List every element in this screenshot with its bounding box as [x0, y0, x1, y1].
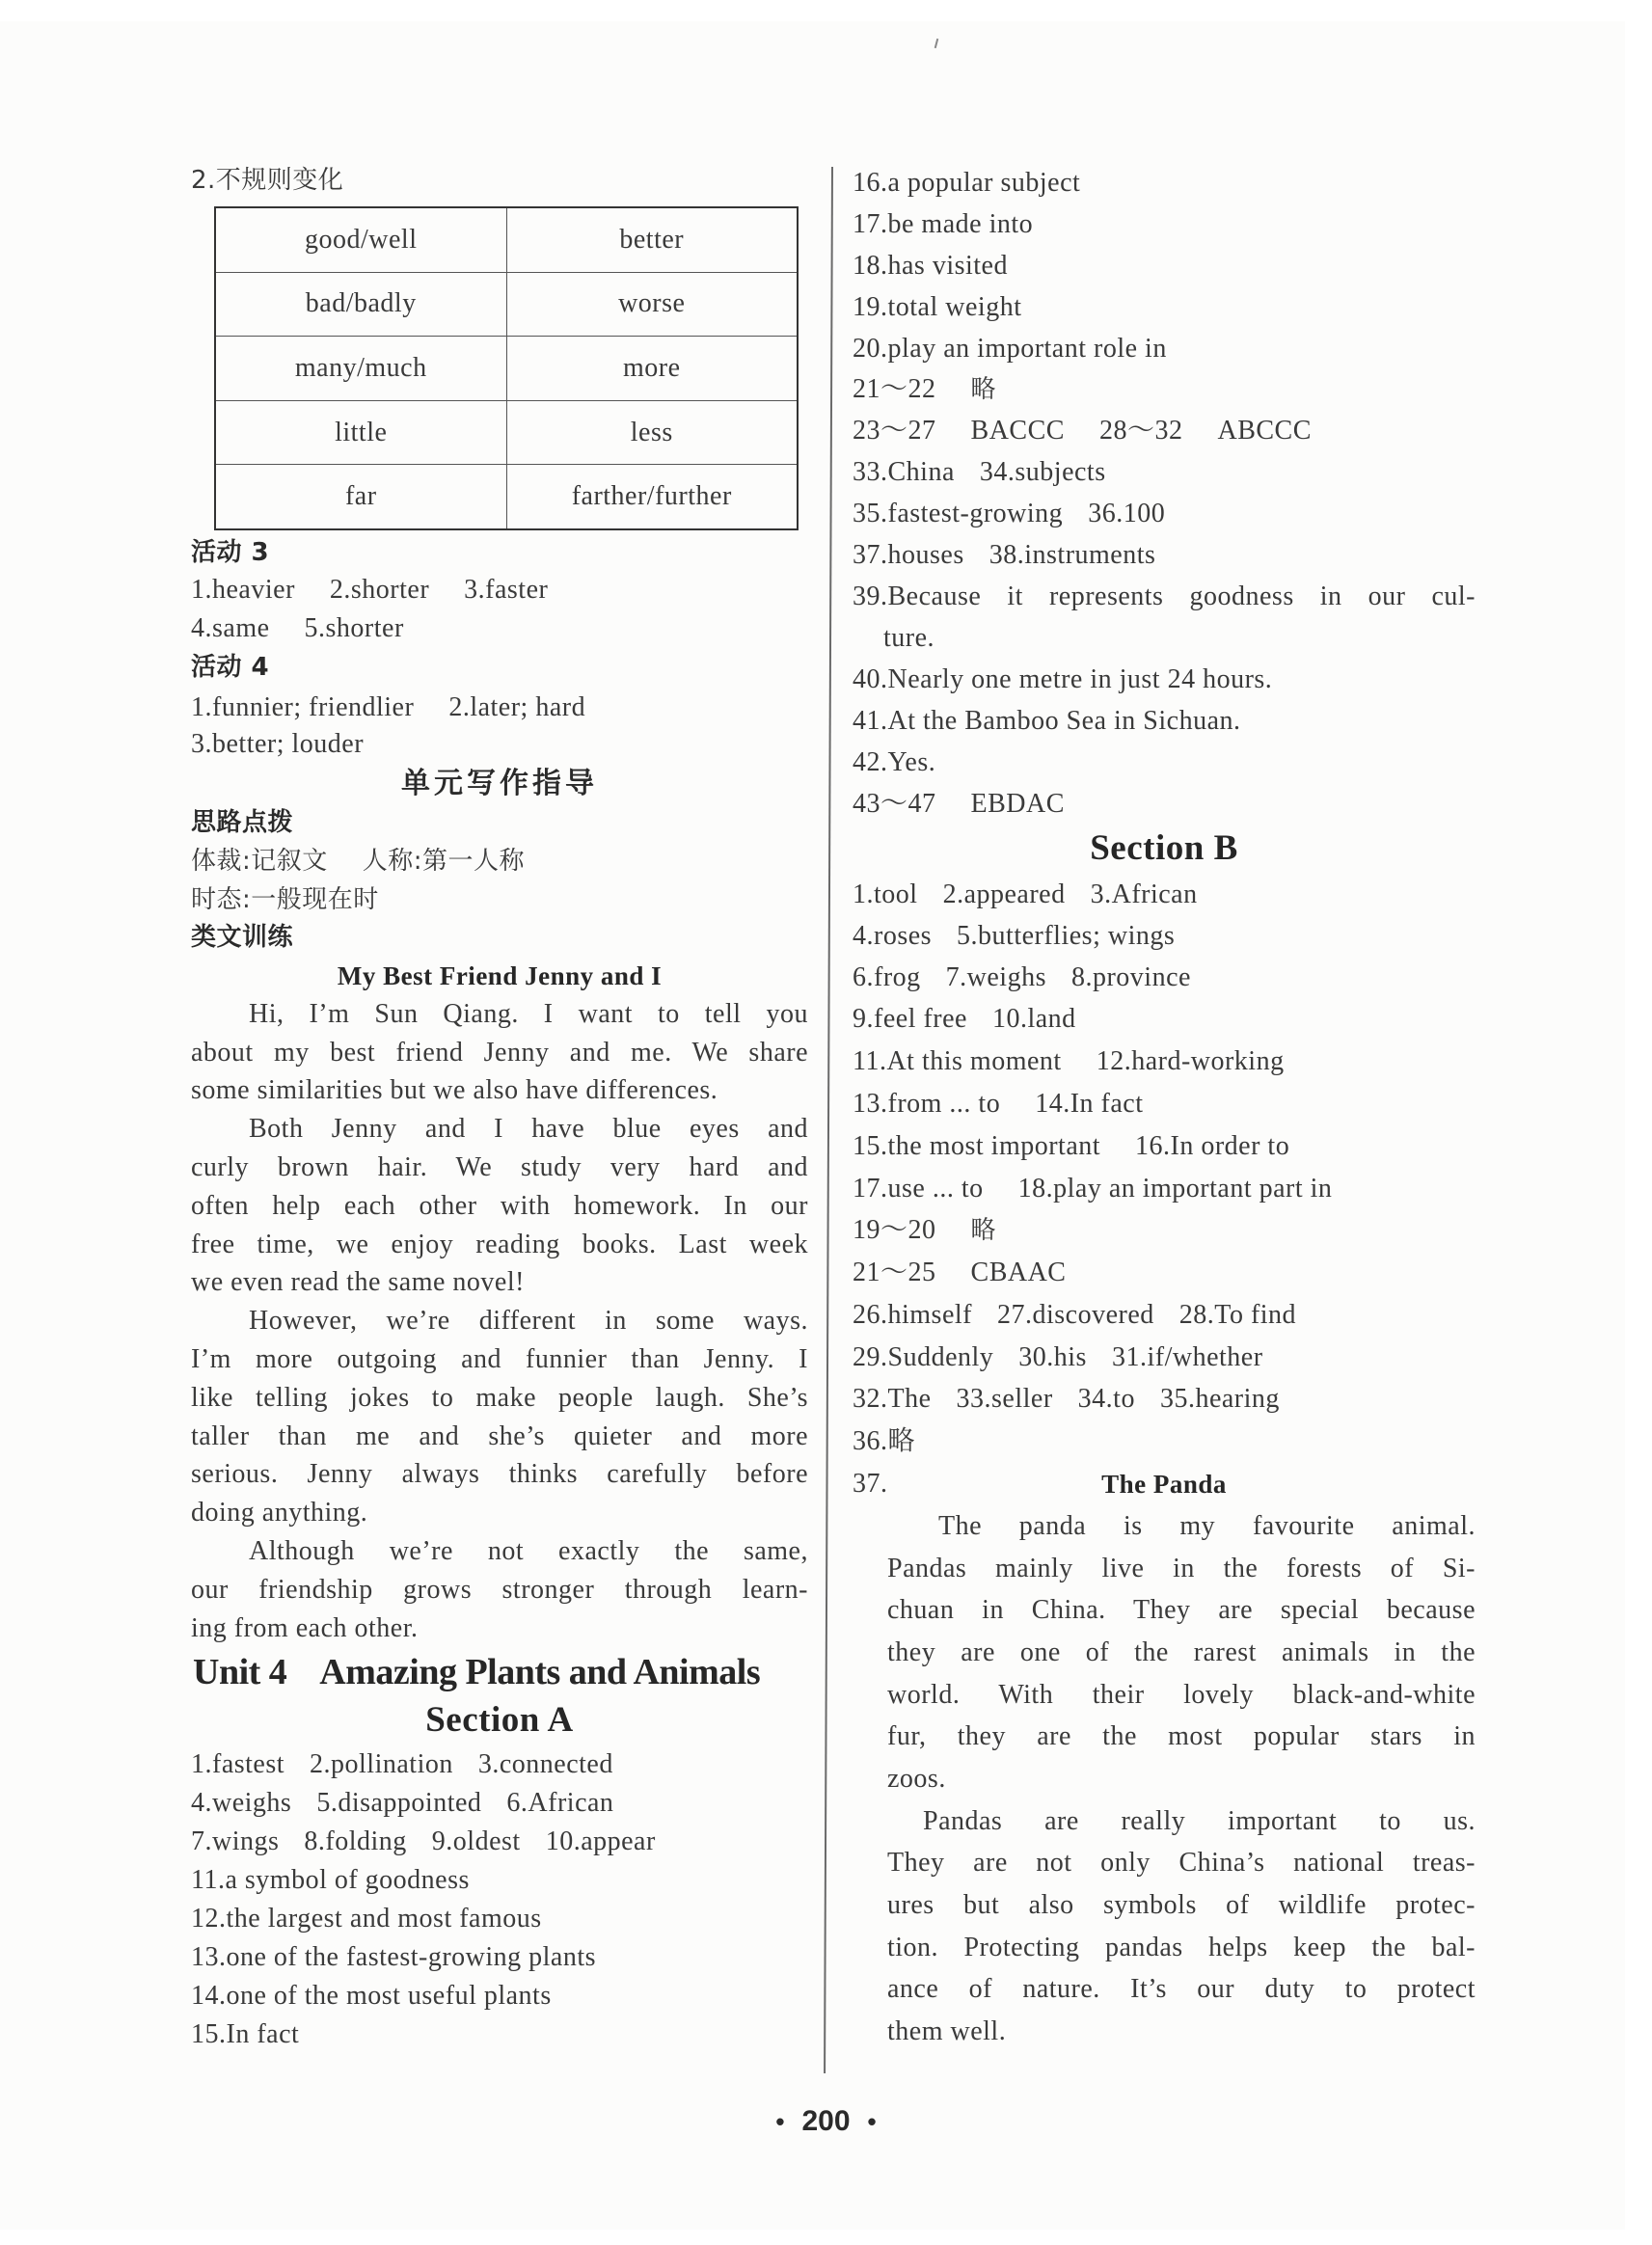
answer-line [853, 536, 1155, 575]
answer: 4.roses [853, 921, 933, 951]
table-cell: good/well [215, 207, 506, 272]
answer-line [853, 412, 1312, 450]
bullet-icon: • [867, 2107, 877, 2136]
answer: 30.his [1018, 1342, 1087, 1372]
table-cell: better [506, 207, 798, 272]
essay-line: taller than me and she’s quieter and more [191, 1421, 808, 1451]
answer: 略 [970, 375, 997, 404]
answer: 9.oldest [431, 1826, 521, 1856]
answer: 28.To find [1178, 1300, 1297, 1330]
unit-number: Unit 4 [193, 1652, 287, 1692]
answer: 3.connected [477, 1749, 613, 1779]
answer: 19～20 [853, 1215, 936, 1245]
essay-line: like telling jokes to make people laugh. She’s [191, 1383, 808, 1413]
essay-line: doing anything. [191, 1498, 368, 1528]
answer-line: 13.one of the fastest-growing plants [191, 1942, 597, 1972]
answer-line [853, 1042, 1285, 1081]
answer-line [853, 959, 1191, 997]
table-cell: far [215, 465, 506, 529]
essay-line: often help each other with homework. In our [191, 1191, 808, 1221]
practice-heading: 类文训练 [191, 923, 294, 952]
table-cell: farther/further [506, 465, 798, 529]
answer: 7.wings [191, 1826, 280, 1856]
answer-line: 11.a symbol of goodness [191, 1865, 470, 1895]
essay-line: Pandas mainly live in the forests of Si- [887, 1554, 1476, 1583]
answer-line [853, 876, 1198, 914]
activity3-heading: 活动 3 [191, 538, 270, 567]
answer-line: 12.the largest and most famous [191, 1904, 542, 1934]
essay-line: world. With their lovely black-and-white [887, 1680, 1476, 1710]
table-row [215, 272, 798, 337]
answer-line: 40.Nearly one metre in just 24 hours. [853, 664, 1273, 694]
answer-line [853, 1380, 1280, 1419]
answer: 2.pollination [310, 1749, 453, 1779]
essay-title: The Panda [1101, 1470, 1227, 1499]
essay-line: free time, we enjoy reading books. Last week [191, 1230, 808, 1259]
essay-line: They are not only China’s national treas- [887, 1848, 1476, 1878]
answer: 9.feel free [853, 1004, 967, 1034]
answer: 32.The [853, 1384, 932, 1414]
answer: 13.from ... to [853, 1089, 1001, 1119]
answer: 8.province [1070, 962, 1191, 992]
answer-line [853, 917, 1175, 956]
answer-line [853, 1211, 996, 1250]
answer: 35.fastest-growing [853, 499, 1064, 528]
answer: 34.subjects [979, 457, 1106, 487]
answer: 31.if/whether [1111, 1342, 1263, 1372]
essay-line: curly brown hair. We study very hard and [191, 1152, 808, 1182]
answer-line [853, 370, 996, 409]
answer: 5.shorter [304, 613, 404, 643]
answer: 7.weighs [945, 962, 1046, 992]
essay-line: The panda is my favourite animal. [938, 1511, 1476, 1541]
essay-line: Both Jenny and I have blue eyes and [249, 1114, 808, 1144]
essay-line: about my best friend Jenny and me. We share [191, 1038, 808, 1068]
answer: 4.weighs [191, 1788, 292, 1818]
unit-name: Amazing Plants and Animals [319, 1652, 761, 1692]
genre-line [191, 842, 525, 880]
answer-line: 18.has visited [853, 251, 1008, 281]
table-row [215, 337, 798, 401]
answer-line [191, 609, 404, 648]
tense-line: 时态:一般现在时 [191, 885, 379, 914]
section-a-title: Section A [425, 1700, 574, 1740]
answer: 17.use ... to [853, 1174, 984, 1204]
answer: 16.In order to [1135, 1131, 1290, 1161]
answer: 35.hearing [1159, 1384, 1280, 1414]
tips-heading: 思路点拨 [191, 808, 294, 837]
answer: 8.folding [304, 1826, 407, 1856]
answer: 29.Suddenly [853, 1342, 994, 1372]
table-cell: many/much [215, 337, 506, 401]
answer-line [191, 689, 585, 727]
answer-line: 15.In fact [191, 2019, 300, 2049]
essay-line: chuan in China. They are special because [887, 1595, 1476, 1625]
answer: 2.appeared [942, 879, 1066, 909]
essay-line: ance of nature. It’s our duty to protect [887, 1974, 1476, 2004]
essay-line: ing from each other. [191, 1613, 419, 1643]
answer: 11.At this moment [853, 1046, 1062, 1076]
answer: 33.seller [956, 1384, 1053, 1414]
answer: 2.later; hard [448, 692, 586, 722]
answer-line [853, 1254, 1066, 1292]
table-cell: little [215, 400, 506, 465]
answer: 1.fastest [191, 1749, 285, 1779]
essay-line: fur, they are the most popular stars in [887, 1721, 1476, 1751]
writing-guide-title: 单元写作指导 [401, 767, 598, 800]
answer: EBDAC [970, 789, 1065, 819]
table-row [215, 400, 798, 465]
answer: 27.discovered [997, 1300, 1154, 1330]
answer: 6.frog [853, 962, 921, 992]
answer: 37.houses [853, 540, 964, 570]
essay-line: Pandas are really important to us. [923, 1806, 1476, 1836]
answer-line [853, 785, 1065, 824]
unit-title [193, 1645, 760, 1699]
essay-line: some similarities but we also have differences. [191, 1075, 718, 1105]
essay-line: our friendship grows stronger through learn- [191, 1575, 808, 1605]
genre-label: 体裁:记叙文 [191, 847, 328, 876]
irregular-heading: 2.不规则变化 [191, 166, 344, 195]
answer: 38.instruments [988, 540, 1156, 570]
answer: 28～32 [1098, 416, 1183, 446]
answer-line: 14.one of the most useful plants [191, 1981, 552, 2011]
answer-line [853, 1000, 1076, 1039]
answer-line: 41.At the Bamboo Sea in Sichuan. [853, 706, 1241, 736]
answer: 1.heavier [191, 575, 295, 605]
answer-line [853, 1170, 1332, 1208]
answer: 略 [970, 1216, 997, 1245]
table-row [215, 465, 798, 529]
irregular-comparatives-table [214, 206, 799, 530]
answer-line [853, 1296, 1296, 1335]
table-row [215, 207, 798, 272]
answer: 43～47 [853, 789, 936, 819]
answer: 6.African [506, 1788, 614, 1818]
essay-line: Hi, I’m Sun Qiang. I want to tell you [249, 999, 808, 1029]
table-cell: less [506, 400, 798, 465]
essay-line: them well. [887, 2016, 1007, 2046]
person-label: 人称:第一人称 [362, 847, 526, 876]
essay-line: tion. Protecting pandas helps keep the bal- [887, 1933, 1476, 1962]
answer: 21～22 [853, 374, 936, 404]
answer-line: ture. [883, 623, 935, 653]
answer-line [853, 453, 1106, 492]
answer-line [853, 1339, 1263, 1377]
essay-title: My Best Friend Jenny and I [337, 961, 663, 990]
answer: 21～25 [853, 1258, 936, 1287]
answer: 34.to [1077, 1384, 1135, 1414]
answer: 10.appear [545, 1826, 656, 1856]
answer-line [191, 571, 548, 609]
bullet-icon: • [775, 2107, 785, 2136]
answer: 26.himself [853, 1300, 972, 1330]
answer: 18.play an important part in [1017, 1174, 1333, 1204]
answer: 15.the most important [853, 1131, 1101, 1161]
answer-line: 20.play an important role in [853, 334, 1167, 364]
essay-line: zoos. [887, 1764, 946, 1794]
answer: 2.shorter [329, 575, 430, 605]
answer-line: 3.better; louder [191, 729, 365, 759]
answer: 3.African [1090, 879, 1198, 909]
answer-line: 19.total weight [853, 292, 1022, 322]
essay-line: we even read the same novel! [191, 1267, 525, 1297]
answer: 14.In fact [1035, 1089, 1144, 1119]
answer-line: 17.be made into [853, 209, 1034, 239]
answer: 10.land [991, 1004, 1076, 1034]
answer-line: 36.略 [853, 1426, 916, 1456]
essay-line: I’m more outgoing and funnier than Jenny. I [191, 1344, 808, 1374]
answer: ABCCC [1217, 416, 1312, 446]
answer: 4.same [191, 613, 270, 643]
answer-line [853, 1127, 1289, 1166]
answer: CBAAC [970, 1258, 1067, 1287]
activity4-heading: 活动 4 [191, 653, 270, 682]
essay-line: Although we’re not exactly the same, [249, 1536, 808, 1566]
table-cell: worse [506, 272, 798, 337]
answer-line: 39.Because it represents goodness in our cul- [853, 582, 1476, 611]
essay-line: they are one of the rarest animals in the [887, 1637, 1476, 1667]
answer: 5.butterflies; wings [957, 921, 1176, 951]
answer-line [191, 1823, 656, 1861]
answer: 36.100 [1088, 499, 1166, 528]
essay-line: However, we’re different in some ways. [249, 1306, 808, 1336]
essay-line: serious. Jenny always thinks carefully before [191, 1459, 808, 1489]
question-37-label: 37. [853, 1469, 888, 1499]
answer-line [853, 1085, 1144, 1123]
answer: BACCC [970, 416, 1065, 446]
answer-line: 42.Yes. [853, 747, 936, 777]
answer: 1.tool [853, 879, 918, 909]
page-number-value: 200 [801, 2105, 851, 2137]
answer: 33.China [853, 457, 955, 487]
answer: 3.faster [464, 575, 549, 605]
answer-line [191, 1745, 613, 1784]
answer: 5.disappointed [316, 1788, 482, 1818]
answer: 23～27 [853, 416, 936, 446]
answer-line [191, 1784, 613, 1823]
answer: 12.hard-working [1096, 1046, 1285, 1076]
table-cell: more [506, 337, 798, 401]
answer-line: 16.a popular subject [853, 168, 1081, 198]
answer-line [853, 495, 1165, 533]
page-number [0, 2105, 1652, 2138]
section-b-title: Section B [1090, 828, 1238, 868]
answer: 1.funnier; friendlier [191, 692, 415, 722]
essay-line: ures but also symbols of wildlife protec- [887, 1890, 1476, 1920]
table-cell: bad/badly [215, 272, 506, 337]
